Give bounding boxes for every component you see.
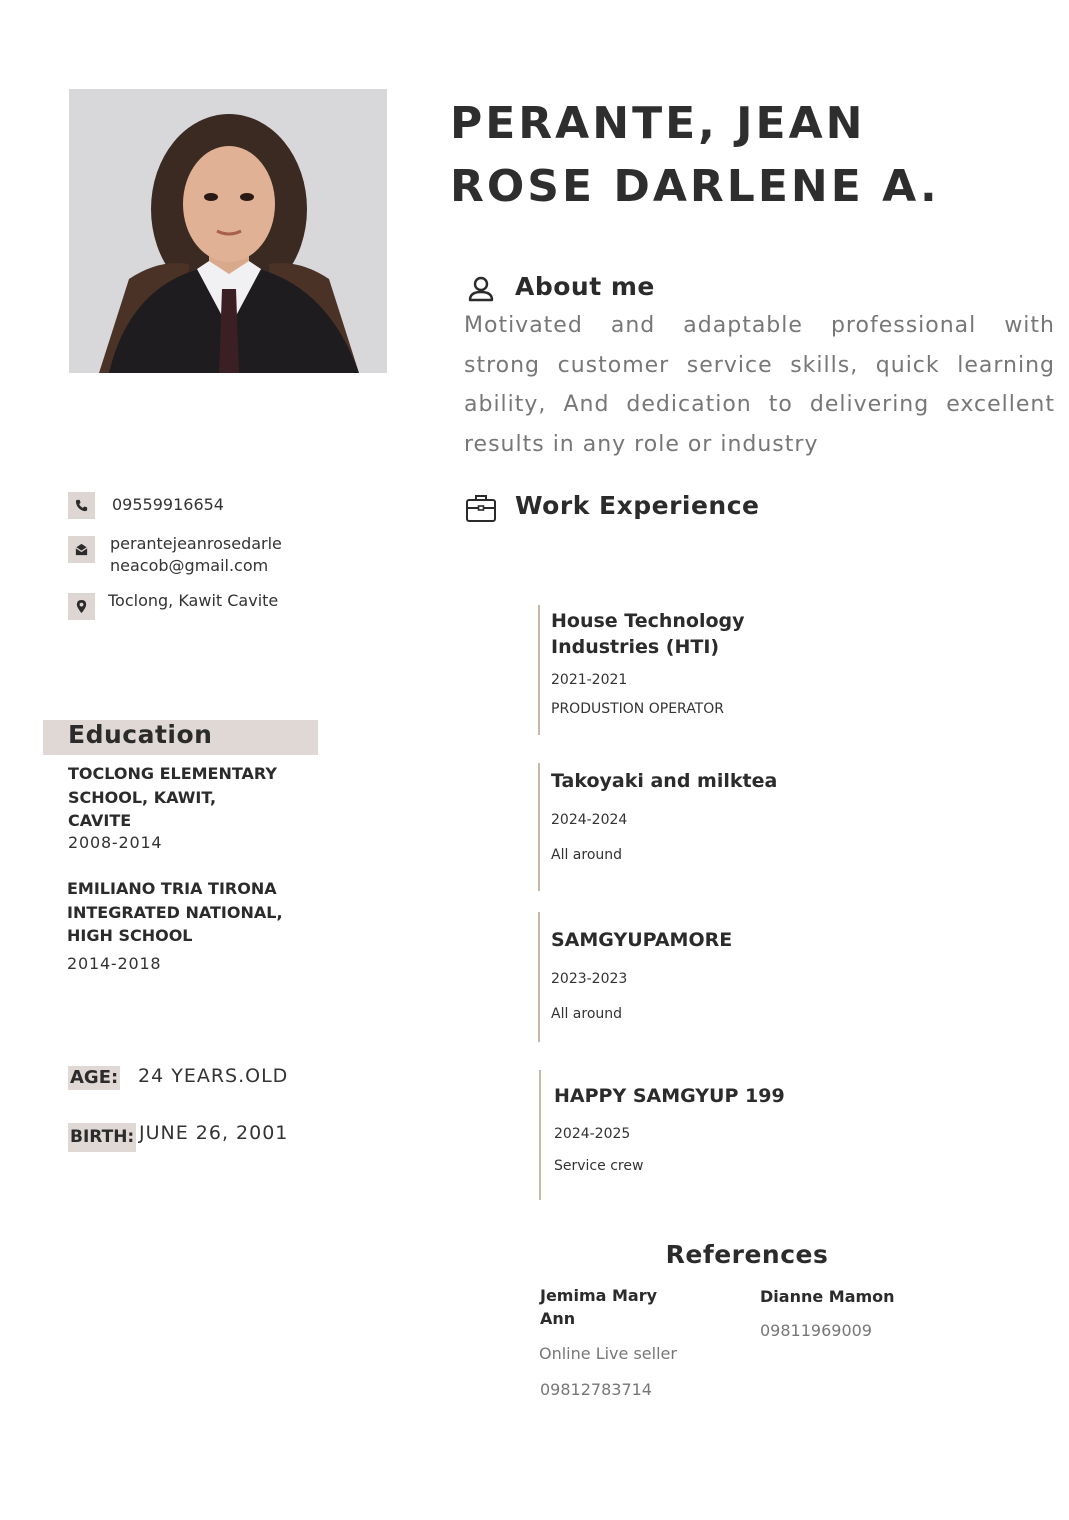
school-name-line: CAVITE [68,811,132,830]
school-name-line: HIGH SCHOOL [67,926,193,945]
work-role: All around [551,1006,623,1022]
education-heading-bar [43,720,318,755]
reference-phone: 09811969009 [760,1321,872,1340]
school-name-line: EMILIANO TRIA TIRONA [67,879,277,898]
work-item-1 [551,608,745,717]
work-years: 2024-2025 [554,1126,631,1142]
education-item-1 [68,762,277,852]
about-text: Motivated and adaptable professional with strong customer service skills, quick learning ability, And dedication to delivering excellent results in any role or industry [464,313,1055,457]
timeline-bar [539,1070,541,1200]
full-name [450,92,1050,218]
company-name-line: SAMGYUPAMORE [551,929,733,951]
work-heading: Work Experience [515,491,760,520]
email-line-1: perantejeanrosedarle [110,534,282,553]
reference-item-2 [760,1285,895,1340]
school-years: 2014-2018 [67,953,162,973]
birth-value: JUNE 26, 2001 [139,1122,289,1144]
timeline-bar [538,605,540,735]
reference-name-line: Ann [540,1309,576,1328]
reference-role: Online Live seller [539,1344,677,1363]
age-label: AGE: [70,1067,119,1088]
education-item-2 [67,877,283,973]
company-name-line: HAPPY SAMGYUP 199 [554,1085,785,1107]
school-years: 2008-2014 [68,832,163,852]
email-icon-box [68,536,95,563]
company-name-line: Industries (HTI) [551,636,720,658]
education-heading: Education [68,720,213,749]
reference-name-line: Dianne Mamon [760,1287,895,1306]
reference-phone: 09812783714 [540,1380,652,1399]
about-heading: About me [515,272,655,301]
school-name-line: TOCLONG ELEMENTARY [68,764,277,783]
work-role: Service crew [554,1158,644,1174]
age-value: 24 YEARS.OLD [138,1065,289,1087]
person-icon [464,272,498,306]
references-heading: References [665,1240,829,1269]
envelope-icon [74,542,89,557]
work-years: 2024-2024 [551,812,628,828]
work-item-3 [551,927,732,1022]
reference-item-1 [540,1284,677,1399]
email-line-2: neacob@gmail.com [110,556,269,575]
company-name-line: Takoyaki and milktea [551,770,778,792]
company-name-line: House Technology [551,610,745,632]
name-line-2: ROSE DARLENE A. [450,161,940,212]
work-item-4 [554,1083,785,1174]
school-name-line: INTEGRATED NATIONAL, [67,902,283,922]
reference-name-line: Jemima Mary [540,1286,658,1305]
portrait-image [69,89,387,373]
phone-icon-box [68,492,95,519]
timeline-bar [538,912,540,1042]
birth-label: BIRTH: [68,1123,136,1152]
briefcase-icon [464,491,498,525]
school-name-line: SCHOOL, KAWIT, [68,787,217,807]
work-role: All around [551,847,623,863]
phone-icon [74,498,89,513]
work-item-2 [551,768,777,863]
email-address [110,533,282,577]
phone-number: 09559916654 [112,495,224,514]
timeline-bar [538,763,540,891]
location-icon-box [68,593,95,620]
work-role: PRODUSTION OPERATOR [551,701,724,717]
about-icon-wrap [464,272,498,310]
work-years: 2023-2023 [551,971,628,987]
location-pin-icon [74,599,89,614]
name-line-1: PERANTE, JEAN [450,98,866,149]
profile-photo [69,89,387,373]
work-years: 2021-2021 [551,672,628,688]
work-icon-wrap [464,491,498,529]
address: Toclong, Kawit Cavite [108,591,279,610]
